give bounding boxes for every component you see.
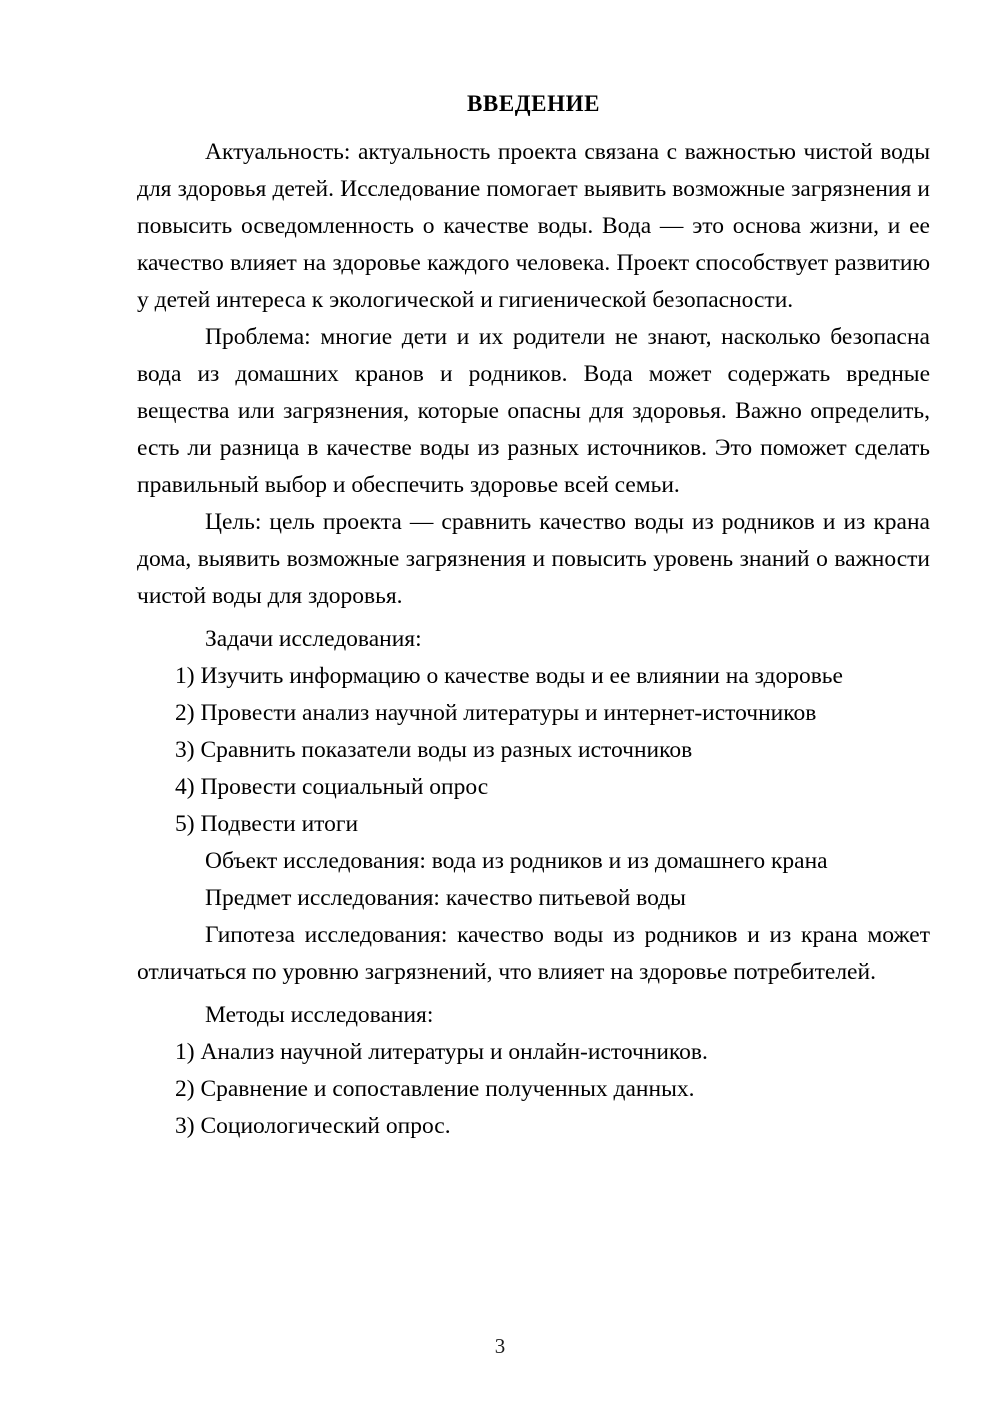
paragraph-hypothesis: Гипотеза исследования: качество воды из родников и из крана может отличаться по уровню загрязнений, что влияет на здоровье потребителей.	[137, 922, 930, 986]
paragraph-problem: Проблема: многие дети и их родители не знают, насколько безопасна вода из домашних кранов и родников. Вода может содержать вредные вещества или загрязнения, которые опасны для здоровья. Важно определить, есть ли разница в качестве воды из разных источников. Это поможет сделать правильный выбор и обеспечить здоровье всей семьи.	[137, 324, 930, 499]
statement-subject: Предмет исследования: качество питьевой воды	[205, 885, 686, 912]
paragraph-relevance: Актуальность: актуальность проекта связана с важностью чистой воды для здоровья детей. Исследование помогает выявить возможные загрязнения и повысить осведомленность о качестве воды. Вода — это основа жизни, и ее качество влияет на здоровье каждого человека. Проект способствует развитию у детей интереса к экологической и гигиенической безопасности.	[137, 139, 930, 314]
paragraph-goal: Цель: цель проекта — сравнить качество воды из родников и из крана дома, выявить возможные загрязнения и повысить уровень знаний о важности чистой воды для здоровья.	[137, 509, 930, 610]
list-item: 2) Сравнение и сопоставление полученных данных.	[175, 1076, 695, 1103]
document-body	[137, 88, 930, 1145]
page-number: 3	[494, 1334, 506, 1358]
heading-tasks: Задачи исследования:	[205, 626, 422, 653]
list-item: 3) Социологический опрос.	[175, 1113, 451, 1140]
list-item: 3) Сравнить показатели воды из разных источников	[175, 737, 693, 764]
list-item: 2) Провести анализ научной литературы и интернет-источников	[175, 700, 817, 727]
page-title: ВВЕДЕНИЕ	[466, 91, 601, 116]
heading-methods: Методы исследования:	[205, 1002, 434, 1029]
statement-object: Объект исследования: вода из родников и из домашнего крана	[205, 848, 828, 875]
list-item: 5) Подвести итоги	[175, 811, 359, 838]
list-item: 1) Анализ научной литературы и онлайн-источников.	[175, 1039, 708, 1066]
list-item: 4) Провести социальный опрос	[175, 774, 489, 801]
list-item: 1) Изучить информацию о качестве воды и ее влиянии на здоровье	[175, 663, 843, 690]
